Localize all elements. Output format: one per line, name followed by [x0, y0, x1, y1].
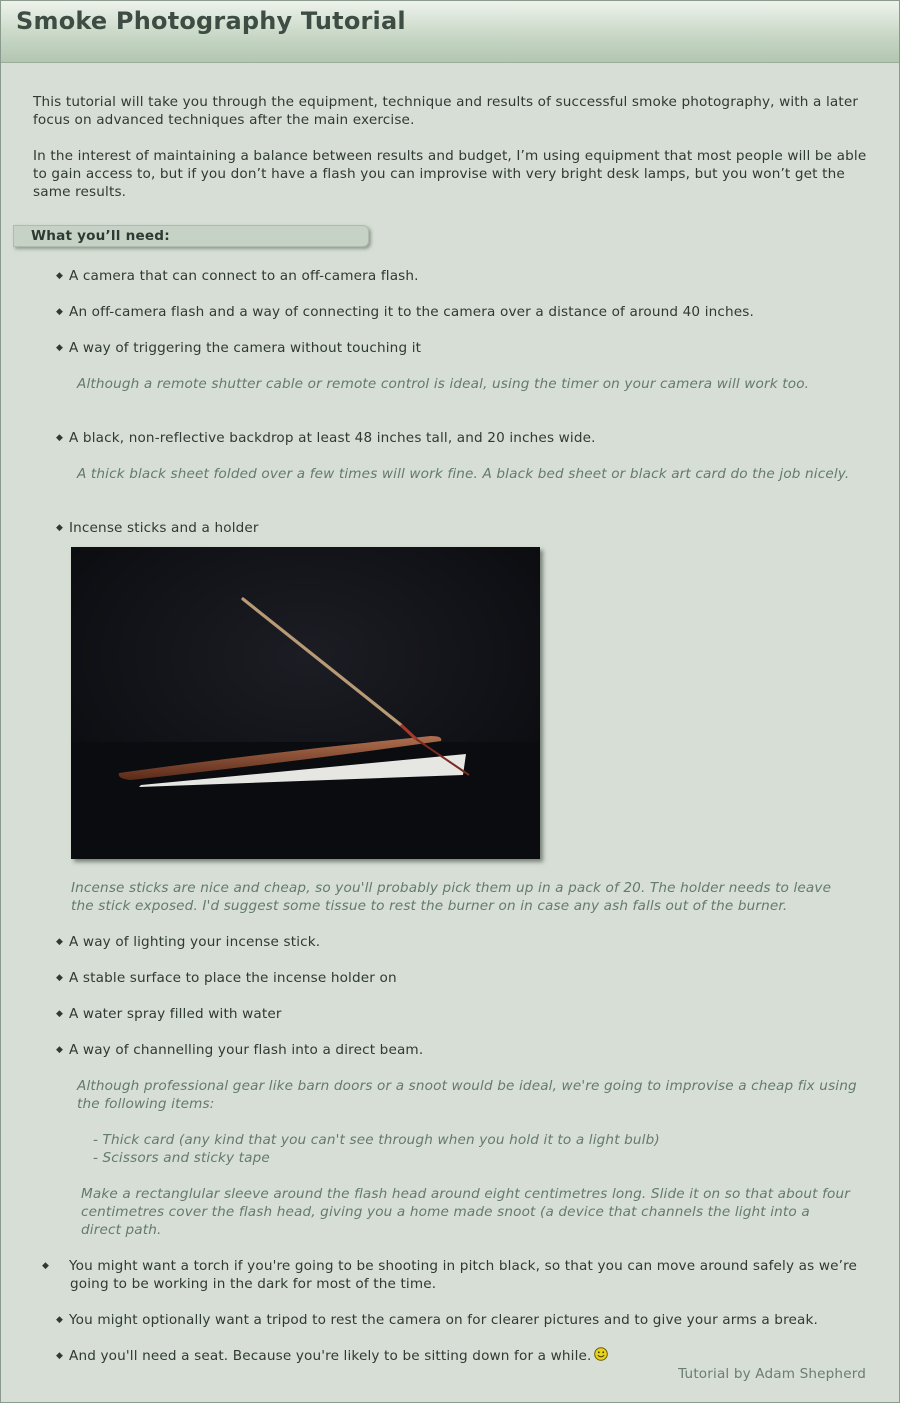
- list-item-text: And you'll need a seat. Because you're likely to be sitting down for a while.: [69, 1348, 592, 1364]
- diamond-bullet-icon: ◆: [56, 973, 64, 983]
- list-item: [56, 1311, 818, 1329]
- intro-paragraph-1: This tutorial will take you through the equipment, technique and results of successful smoke photography, with a later focus on advanced techniques after the main exercise.: [33, 94, 859, 128]
- diamond-bullet-icon: ◆: [56, 937, 64, 947]
- list-item-text: A black, non-reflective backdrop at least 48 inches tall, and 20 inches wide.: [69, 430, 596, 446]
- list-item: [42, 1257, 870, 1293]
- smiley-icon: [594, 1347, 608, 1361]
- list-item: [56, 519, 259, 537]
- diamond-bullet-icon: ◆: [42, 1261, 50, 1271]
- item-note: Incense sticks are nice and cheap, so you'll probably pick them up in a pack of 20. The holder needs to leave the stick exposed. I'd suggest some tissue to rest the burner on in case any ash falls out of the burner.: [71, 880, 832, 914]
- diamond-bullet-icon: ◆: [56, 1009, 64, 1019]
- diamond-bullet-icon: ◆: [56, 343, 64, 353]
- diamond-bullet-icon: ◆: [56, 271, 64, 281]
- diamond-bullet-icon: ◆: [56, 1351, 64, 1361]
- list-item-text: An off-camera flash and a way of connecting it to the camera over a distance of around 40 inches.: [69, 304, 755, 320]
- list-item-text: A way of lighting your incense stick.: [69, 934, 321, 950]
- list-item-text: A water spray filled with water: [69, 1006, 282, 1022]
- list-item: [56, 969, 397, 987]
- intro-section: [33, 93, 871, 219]
- diamond-bullet-icon: ◆: [56, 1045, 64, 1055]
- page-header: [1, 1, 899, 63]
- list-item: [56, 303, 754, 321]
- list-item: [56, 267, 419, 285]
- author-credit: Tutorial by Adam Shepherd: [678, 1366, 866, 1382]
- item-note: - Thick card (any kind that you can't see through when you hold it to a light bulb): [93, 1132, 660, 1148]
- diamond-bullet-icon: ◆: [56, 433, 64, 443]
- list-item-text: A way of channelling your flash into a direct beam.: [69, 1042, 424, 1058]
- item-note: Make a rectanglular sleeve around the flash head around eight centimetres long. Slide it on so that about four centimetres cover the flash head, giving you a home made snoot (a device that channels the light into a direct path.: [81, 1186, 850, 1238]
- section-heading: What you’ll need:: [13, 225, 369, 247]
- list-item-text: A stable surface to place the incense holder on: [69, 970, 397, 986]
- list-item: [56, 1005, 282, 1023]
- list-item: [56, 1041, 423, 1059]
- page-title: Smoke Photography Tutorial: [16, 7, 406, 35]
- list-item-text: You might want a torch if you're going to be shooting in pitch black, so that you can move around safely as we’re going to be working in the dark for most of the time.: [69, 1258, 858, 1292]
- item-note: Although professional gear like barn doors or a snoot would be ideal, we're going to improvise a cheap fix using the following items:: [77, 1078, 857, 1112]
- diamond-bullet-icon: ◆: [56, 307, 64, 317]
- intro-paragraph-2: In the interest of maintaining a balance between results and budget, I’m using equipment that most people will be able to gain access to, but if you don’t have a flash you can improvise with very bright desk lamps, but you won’t get the same results.: [33, 148, 867, 200]
- item-note: - Scissors and sticky tape: [93, 1150, 270, 1166]
- item-note: A thick black sheet folded over a few times will work fine. A black bed sheet or black art card do the job nicely.: [77, 466, 850, 482]
- diamond-bullet-icon: ◆: [56, 523, 64, 533]
- item-note: Although a remote shutter cable or remote control is ideal, using the timer on your camera will work too.: [77, 376, 810, 392]
- list-item-text: A way of triggering the camera without touching it: [69, 340, 422, 356]
- list-item-text: Incense sticks and a holder: [69, 520, 259, 536]
- incense-holder-photo: [71, 547, 540, 859]
- list-item: [56, 1347, 608, 1365]
- list-item: [56, 339, 421, 357]
- list-item: [56, 933, 320, 951]
- list-item: [56, 429, 596, 447]
- list-item-text: A camera that can connect to an off-camera flash.: [69, 268, 419, 284]
- diamond-bullet-icon: ◆: [56, 1315, 64, 1325]
- list-item-text: You might optionally want a tripod to rest the camera on for clearer pictures and to give your arms a break.: [69, 1312, 819, 1328]
